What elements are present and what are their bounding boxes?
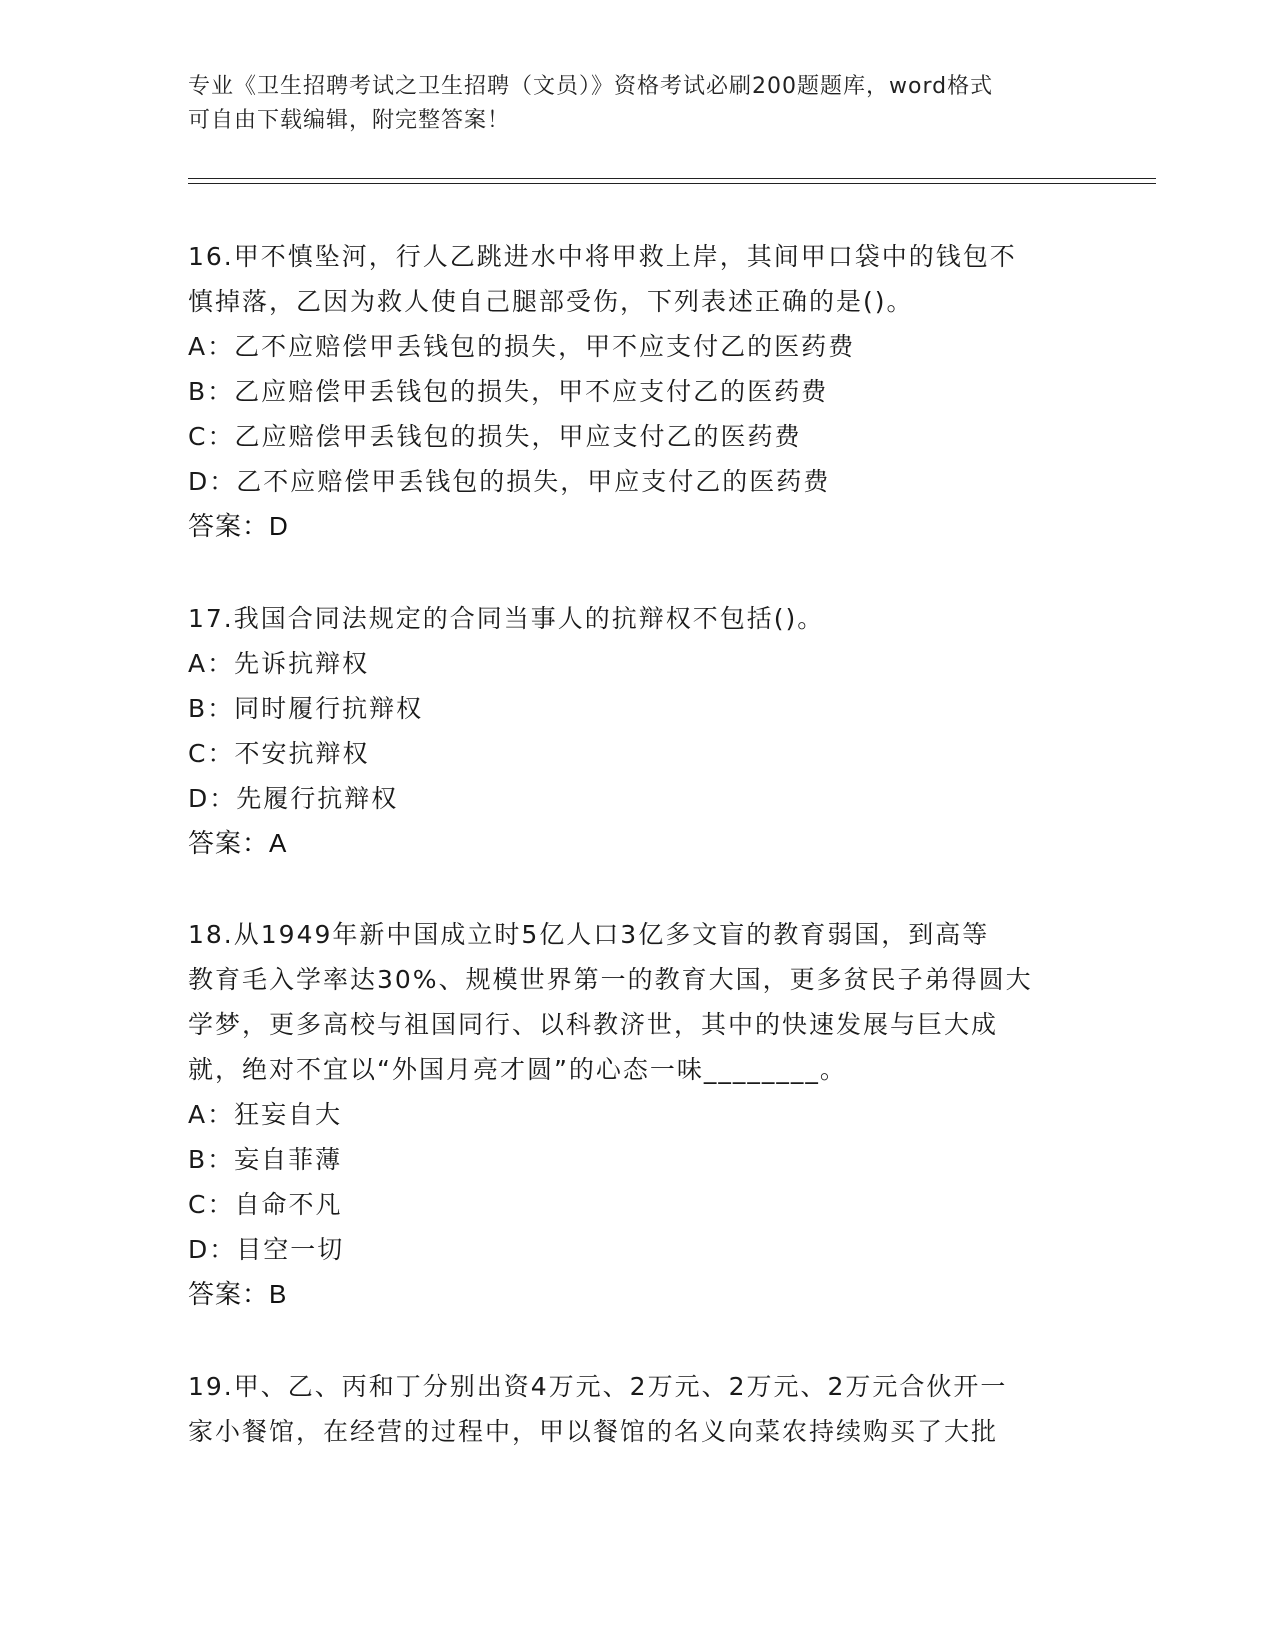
- option-c: C：自命不凡: [188, 1190, 343, 1219]
- question-16: [188, 234, 1088, 549]
- stem-line: 学梦，更多高校与祖国同行、以科教济世，其中的快速发展与巨大成: [188, 1010, 999, 1039]
- answer-line: 答案：A: [188, 828, 288, 858]
- stem-line: 就，绝对不宜以“外国月亮才圆”的心态一味________。: [188, 1055, 847, 1084]
- stem-line: 19.甲、乙、丙和丁分别出资4万元、2万元、2万元、2万元合伙开一: [188, 1372, 1008, 1401]
- question-stem: [188, 596, 1088, 641]
- question-19: [188, 1364, 1088, 1454]
- option-a: A：先诉抗辩权: [188, 649, 370, 678]
- question-stem: [188, 912, 1088, 1092]
- option-b: B：乙应赔偿甲丢钱包的损失，甲不应支付乙的医药费: [188, 377, 829, 406]
- stem-line: 慎掉落，乙因为救人使自己腿部受伤，下列表述正确的是()。: [188, 287, 914, 316]
- question-stem: [188, 1364, 1088, 1454]
- option-b: B：妄自菲薄: [188, 1145, 343, 1174]
- stem-line: 教育毛入学率达30%、规模世界第一的教育大国，更多贫民子弟得圆大: [188, 965, 1033, 994]
- question-17: [188, 596, 1088, 866]
- option-a: A：乙不应赔偿甲丢钱包的损失，甲不应支付乙的医药费: [188, 332, 856, 361]
- option-c: C：不安抗辩权: [188, 739, 370, 768]
- document-header: [188, 70, 1088, 138]
- option-d: D：先履行抗辩权: [188, 784, 399, 813]
- option-c: C：乙应赔偿甲丢钱包的损失，甲应支付乙的医药费: [188, 422, 802, 451]
- question-stem: [188, 234, 1088, 324]
- header-line-1: 专业《卫生招聘考试之卫生招聘（文员）》资格考试必刷200题题库，word格式: [188, 74, 994, 99]
- option-d: D：目空一切: [188, 1235, 345, 1264]
- stem-line: 17.我国合同法规定的合同当事人的抗辩权不包括()。: [188, 604, 825, 633]
- header-divider-bottom: [188, 183, 1156, 184]
- question-18: [188, 912, 1088, 1317]
- stem-line: 16.甲不慎坠河，行人乙跳进水中将甲救上岸，其间甲口袋中的钱包不: [188, 242, 1017, 271]
- stem-line: 家小餐馆，在经营的过程中，甲以餐馆的名义向菜农持续购买了大批: [188, 1417, 999, 1446]
- header-line-2: 可自由下载编辑，附完整答案！: [188, 108, 511, 133]
- header-divider-top: [188, 178, 1156, 179]
- stem-line: 18.从1949年新中国成立时5亿人口3亿多文盲的教育弱国，到高等: [188, 920, 990, 949]
- option-b: B：同时履行抗辩权: [188, 694, 424, 723]
- answer-line: 答案：D: [188, 511, 289, 541]
- option-d: D：乙不应赔偿甲丢钱包的损失，甲应支付乙的医药费: [188, 467, 831, 496]
- answer-line: 答案：B: [188, 1279, 288, 1309]
- option-a: A：狂妄自大: [188, 1100, 343, 1129]
